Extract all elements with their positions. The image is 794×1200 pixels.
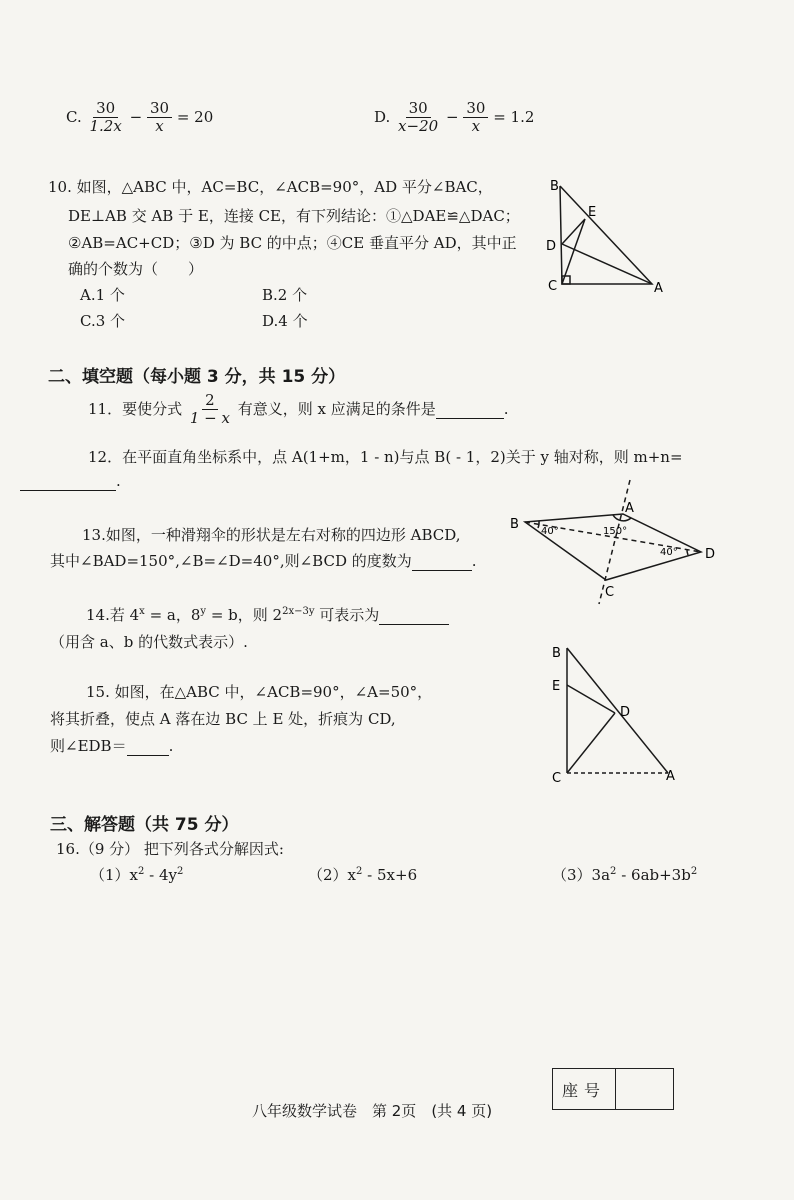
q10-line3: ②AB=AC+CD；③D 为 BC 的中点；④CE 垂直平分 AD，其中正 <box>68 234 517 252</box>
q10-line2: DE⊥AB 交 AB 于 E，连接 CE，有下列结论：①△DAE≌△DAC； <box>68 207 520 225</box>
seat-number-field[interactable] <box>617 1069 673 1109</box>
angle-a-label: 150° <box>603 526 628 537</box>
fraction: $\frac{30}{1.2x}$ <box>89 99 122 136</box>
q16-part2: $(2)x^2 - 5x+6$ <box>308 866 418 884</box>
q13-line2: 其中∠BAD=150°,∠B=∠D=40°,则∠BCD 的度数为 . <box>50 552 477 570</box>
q13-kite-figure <box>505 476 727 606</box>
fraction: $\frac{30}{x}$ <box>147 100 172 136</box>
q11: 11．要使分式 $\frac{2}{1 - x}$ 有意义，则 x 应满足的条件是 . <box>88 391 509 428</box>
q16-part1: $(1)x^2 - 4y^2$ <box>90 866 184 884</box>
label-e: E <box>552 679 561 694</box>
q12-answer: . <box>20 472 121 491</box>
seat-number-box <box>552 1068 674 1110</box>
angle-b-label: 40° <box>541 526 559 537</box>
label-d: D <box>705 547 716 562</box>
q13-line1: 13.如图，一种滑翔伞的形状是左右对称的四边形 ABCD, <box>82 526 461 544</box>
label-c: C <box>605 585 615 600</box>
fraction: $\frac{30}{x-20}$ <box>398 99 439 136</box>
fraction: $\frac{30}{x}$ <box>463 100 488 136</box>
answer-blank[interactable] <box>20 472 116 491</box>
q12-line1: 12．在平面直角坐标系中，点 A(1+m，1 - n)与点 B( - 1，2)关于 y 轴对称，则 m+n= <box>88 448 683 466</box>
q10-triangle-figure <box>540 172 670 297</box>
label-b: B <box>552 646 561 661</box>
label-a: A <box>654 281 663 296</box>
page-footer: 八年级数学试卷 第 2页 (共 4 页) <box>252 1102 493 1120</box>
q15-fold-figure <box>545 640 685 785</box>
answer-blank[interactable] <box>412 552 472 571</box>
answer-blank[interactable] <box>127 737 169 756</box>
label-b: B <box>550 179 559 194</box>
label-c: C <box>552 771 562 785</box>
label-a: A <box>666 769 675 784</box>
q14-line2: （用含 a、b 的代数式表示）. <box>50 633 248 651</box>
q15-line3: 则∠EDB＝ . <box>50 737 174 755</box>
q14-line1: 14.若 $4^x = a$，$8^y = b$，则 $2^{2x-3y}$ 可表示为 <box>86 604 449 625</box>
label-d: D <box>546 239 557 254</box>
label-e: E <box>588 205 597 220</box>
label-d: D <box>620 705 631 720</box>
fraction: $\frac{2}{1 - x}$ <box>189 391 230 428</box>
label-c: C <box>548 279 558 294</box>
q10-line4: 确的个数为（ ） <box>68 260 204 278</box>
q10-option-b: B.2 个 <box>262 286 308 304</box>
q10-option-a: A.1 个 <box>80 286 125 304</box>
answer-blank[interactable] <box>379 606 449 625</box>
seat-number-label: 座号 <box>553 1069 616 1109</box>
label-a: A <box>625 501 634 516</box>
angle-d-label: 40° <box>660 547 678 558</box>
q10-line1: 10. 如图，△ABC 中，AC=BC，∠ACB=90°，AD 平分∠BAC， <box>48 178 493 196</box>
section-2-title: 二、填空题（每小题 3 分，共 15 分） <box>48 367 346 387</box>
section-3-title: 三、解答题（共 75 分） <box>50 815 239 835</box>
q15-line1: 15. 如图，在△ABC 中，∠ACB=90°，∠A=50°， <box>86 683 433 701</box>
q9-option-d: D. $\frac{30}{x-20}$ − $\frac{30}{x}$ = 1.2 <box>374 99 535 136</box>
q10-option-c: C.3 个 <box>80 312 126 330</box>
q9-option-c: C. $\frac{30}{1.2x}$ − $\frac{30}{x}$ = 20 <box>66 99 214 136</box>
q10-option-d: D.4 个 <box>262 312 308 330</box>
q16-title: 16.（9 分） 把下列各式分解因式: <box>56 840 284 858</box>
label-b: B <box>510 517 519 532</box>
answer-blank[interactable] <box>436 400 504 419</box>
q16-part3: $(3)3a^2 - 6ab+3b^2$ <box>552 866 698 884</box>
q15-line2: 将其折叠，使点 A 落在边 BC 上 E 处，折痕为 CD, <box>50 710 396 728</box>
